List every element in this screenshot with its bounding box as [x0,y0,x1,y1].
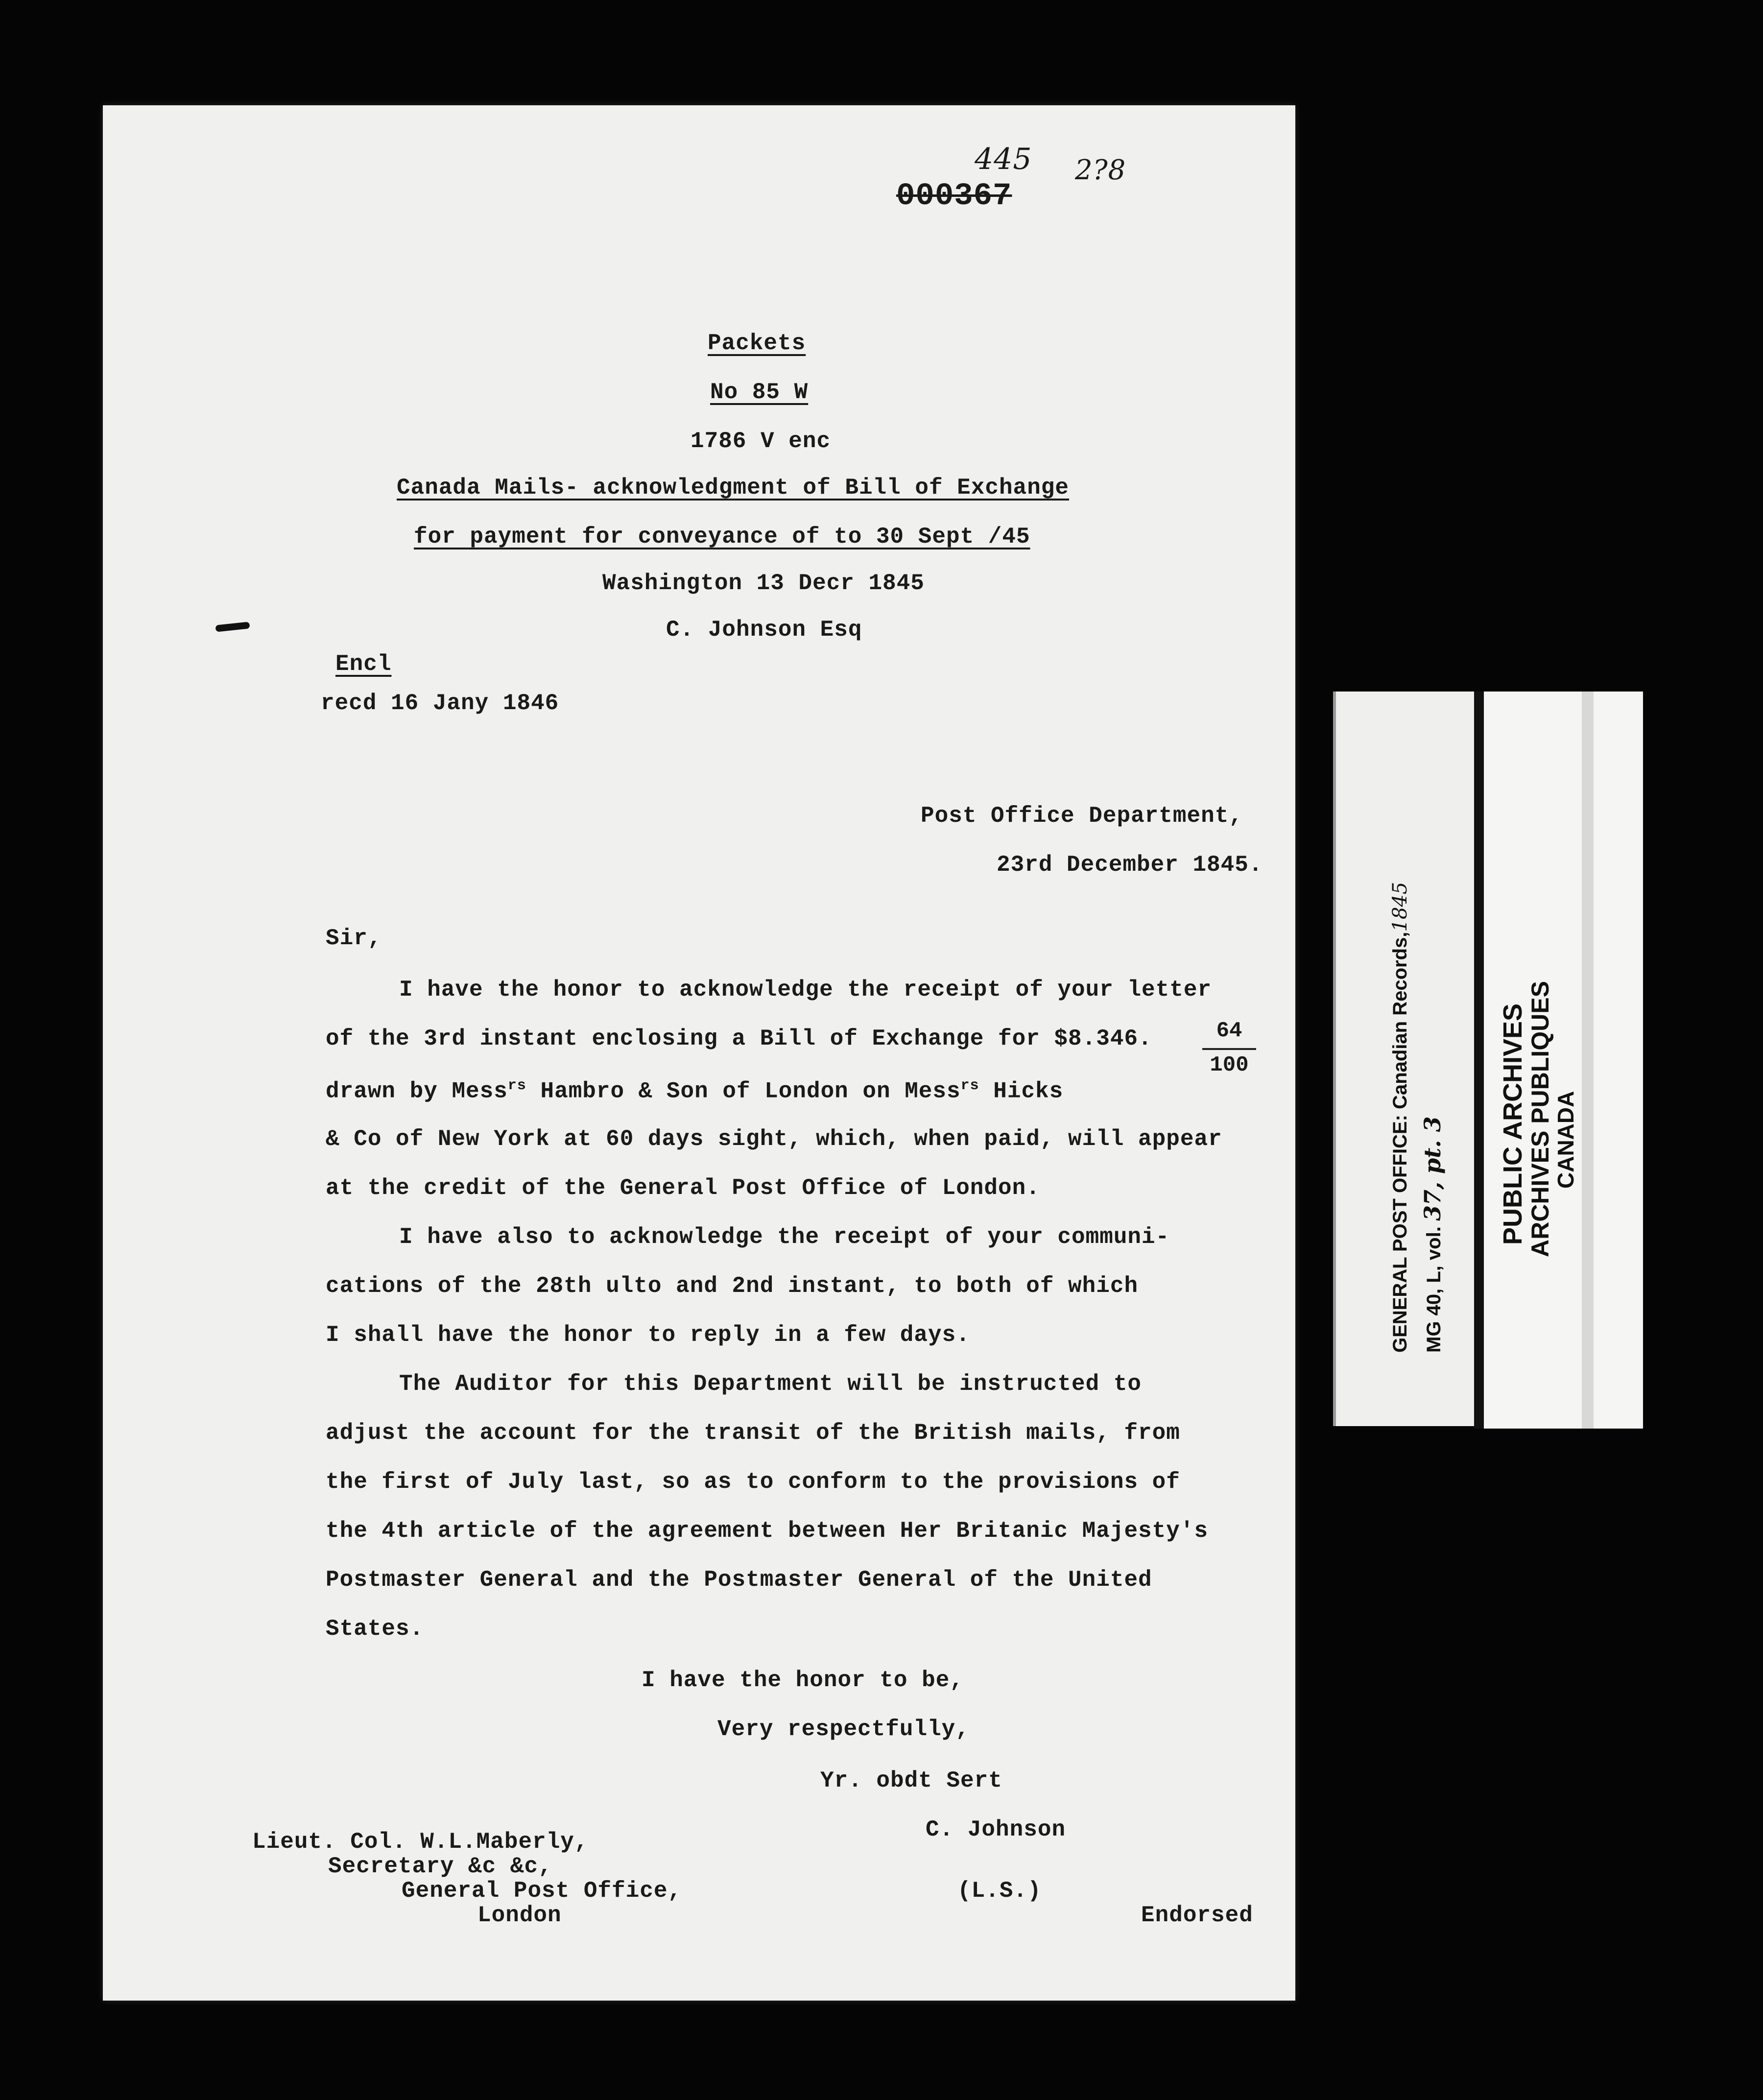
struck-reference-number: 000367 [896,179,1012,214]
closing-line: Very respectfully, [717,1717,970,1742]
fraction-numerator: 64 [1216,1019,1242,1043]
addressee-line: Secretary &c &c, [328,1854,552,1879]
fraction-denominator: 100 [1210,1053,1249,1077]
body-line: Postmaster General and the Postmaster General of the United [326,1567,1152,1593]
closing-line: I have the honor to be, [642,1668,964,1693]
closing-line: Yr. obdt Sert [820,1768,1002,1793]
body-line: adjust the account for the transit of the British mails, from [326,1420,1180,1446]
slip-shadow-band [1474,692,1484,1429]
docket-number: No 85 W [710,380,809,405]
seal-mark: (L.S.) [957,1878,1042,1904]
body-line: drawn by Mess$^{rs}$ Hambro & Son of London on Mess$^{rs}$ Hicks [326,1077,1064,1104]
fraction-bar [1202,1048,1256,1050]
docket-place-date: Washington 13 Decr 1845 [602,571,925,596]
docket-from: C. Johnson Esq [666,617,862,643]
ink-mark [215,621,250,632]
addressee-line: General Post Office, [402,1878,682,1904]
body-line: the 4th article of the agreement between Her Britanic Majesty's [326,1518,1209,1544]
letter-page [103,105,1295,2001]
body-line: cations of the 28th ulto and 2nd instant, to both of which [326,1273,1139,1299]
endorsed-note: Endorsed [1141,1903,1253,1928]
slip-fold-band [1582,692,1594,1429]
handwritten-ref-number-right: 2?8 [1075,154,1126,186]
docket-subject-line-1: Canada Mails- acknowledgment of Bill of Exchange [397,475,1070,501]
body-line: I have the honor to acknowledge the receipt of your letter [399,977,1212,1002]
letter-date: 23rd December 1845. [997,852,1263,878]
archive-slip-line-2: MG 40, L, vol. 37, pt. 3 [1419,1116,1446,1353]
stamp-archives-publiques: ARCHIVES PUBLIQUES [1526,981,1554,1257]
public-archives-stamp-slip [1474,692,1643,1429]
body-line: the first of July last, so as to conform to the provisions of [326,1469,1180,1495]
stamp-public-archives: PUBLIC ARCHIVES [1498,1003,1527,1245]
salutation: Sir, [326,926,382,951]
body-line: of the 3rd instant enclosing a Bill of Exchange for $8.346. [326,1026,1152,1051]
body-line: States. [326,1616,424,1642]
body-line: I shall have the honor to reply in a few days. [326,1322,970,1348]
docket-enclosure-code: 1786 V enc [691,429,831,454]
letterhead-department: Post Office Department, [921,803,1243,829]
docket-enclosure-note: Encl [335,651,392,677]
signature-name: C. Johnson [926,1817,1066,1842]
body-line: at the credit of the General Post Office of London. [326,1175,1040,1201]
archive-reference-slip [1333,692,1485,1426]
archive-slip-line-1: GENERAL POST OFFICE: Canadian Records,1845 [1389,882,1411,1353]
body-line: The Auditor for this Department will be instructed to [399,1371,1142,1397]
docket-received-date: recd 16 Jany 1846 [321,691,559,716]
docket-subject-line-2: for payment for conveyance of to 30 Sept /45 [414,524,1030,549]
addressee-line: London [477,1903,562,1928]
docket-title: Packets [708,331,806,356]
handwritten-ref-number: 445 [975,142,1032,176]
body-line: & Co of New York at 60 days sight, which, when paid, will appear [326,1126,1222,1152]
body-line: I have also to acknowledge the receipt of your communi- [399,1224,1170,1250]
addressee-line: Lieut. Col. W.L.Maberly, [252,1829,589,1855]
stamp-canada: CANADA [1553,1091,1578,1189]
